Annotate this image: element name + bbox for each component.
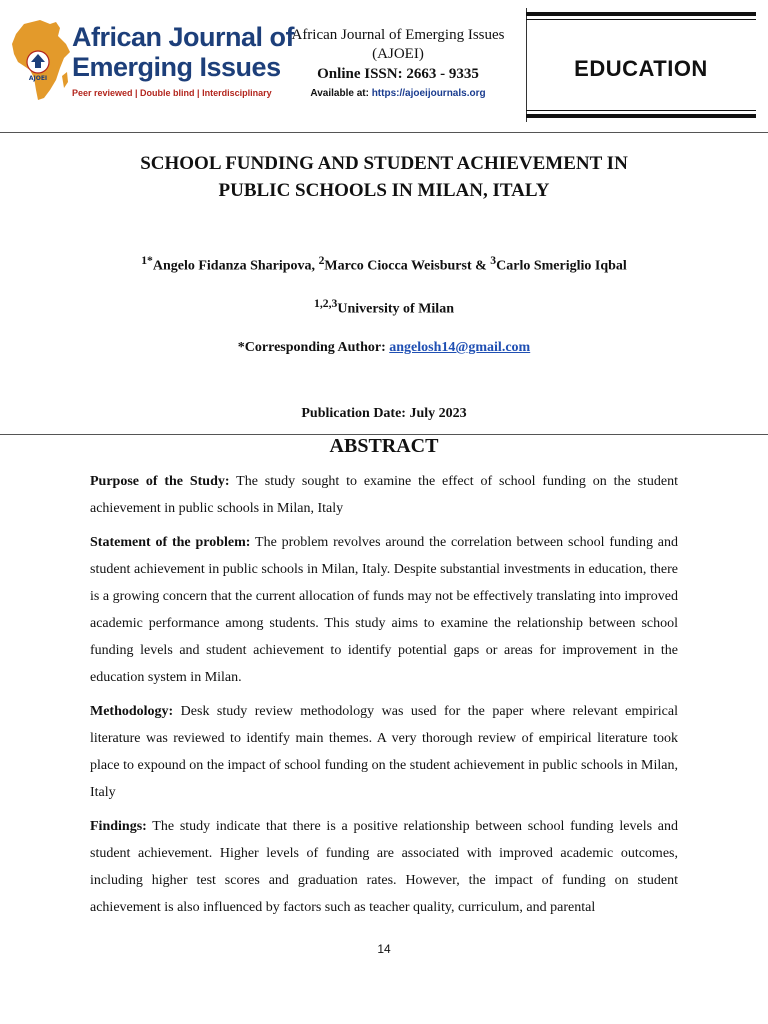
author-name: Carlo Smeriglio Iqbal <box>496 258 627 274</box>
section-rule-bottom-thick <box>526 114 756 118</box>
logo-title-line1: African Journal of <box>72 22 295 52</box>
journal-issn: Online ISSN: 2663 - 9335 <box>317 66 479 82</box>
section-text: Desk study review methodology was used for the paper where relevant empirical literature was reviewed to identify main themes. A very thorough review of empirical literature took place to expound on the impact of school funding on the student achievement in public schools in Milan, Italy <box>90 704 678 800</box>
section-label: EDUCATION <box>574 56 708 81</box>
section-text: The problem revolves around the correlation between school funding and student achievement in public schools in Milan, Italy. Despite substantial investments in education, there is a growing concern that the current allocation of funds may not be effectively translating into improved academic performance among students. This study aims to examine the relationship between school funding levels and student achievement to identify potential gaps or areas for improvement in the education system in Milan. <box>90 535 678 685</box>
affiliation <box>40 297 728 318</box>
available-label: Available at: <box>310 88 369 99</box>
section-text: The study indicate that there is a positive relationship between school funding levels and student achievement. Higher levels of funding are associated with improved academic outcomes, including higher test scores and graduation rates. However, the impact of funding on student achievement is also influenced by factors such as teacher quality, curriculum, and parental <box>90 819 678 915</box>
author-name: Marco Ciocca Weisburst & <box>324 258 491 274</box>
corresponding-label: *Corresponding Author: <box>237 340 390 355</box>
abstract-section-methodology <box>90 698 678 806</box>
author-sup: 3 <box>490 254 497 267</box>
journal-abbreviation: (AJOEI) <box>372 46 424 62</box>
section-text: The study sought to examine the effect of school funding on the student achievement in public schools in Milan, Italy <box>90 474 679 516</box>
affiliation-name: University of Milan <box>337 301 454 317</box>
logo-tagline: Peer reviewed | Double blind | Interdisciplinary <box>72 88 272 98</box>
author-list <box>40 254 728 275</box>
corresponding-author <box>40 340 728 356</box>
author-sup: 2 <box>318 254 325 267</box>
corresponding-email-link[interactable]: angelosh14@gmail.com <box>389 340 531 355</box>
article-title-line2: PUBLIC SCHOOLS IN MILAN, ITALY <box>218 180 550 201</box>
section-rule-top-thin <box>526 19 756 20</box>
section-rule-top-thick <box>526 12 756 16</box>
abstract-heading: ABSTRACT <box>329 435 439 457</box>
africa-map-icon <box>10 18 72 106</box>
journal-availability <box>272 88 524 99</box>
section-label: Statement of the problem: <box>90 535 251 550</box>
abstract-section-purpose <box>90 468 678 522</box>
article-title <box>40 150 728 204</box>
affiliation-sup: 1,2,3 <box>314 297 338 310</box>
section-label: Purpose of the Study: <box>90 474 230 489</box>
section-box <box>526 10 756 122</box>
abstract-body <box>90 468 678 928</box>
section-label: Findings: <box>90 819 147 834</box>
abstract-section-findings <box>90 813 678 921</box>
journal-info <box>272 26 524 99</box>
logo-title-line2: Emerging Issues <box>72 52 281 82</box>
page-number: 14 <box>377 942 391 956</box>
abstract-section-problem <box>90 529 678 691</box>
journal-logo[interactable] <box>10 18 295 114</box>
journal-url-link[interactable]: https://ajoeijournals.org <box>371 88 486 99</box>
publication-date: Publication Date: July 2023 <box>301 406 467 421</box>
journal-header <box>0 0 768 132</box>
header-rule <box>0 132 768 133</box>
author-name: Angelo Fidanza Sharipova, <box>152 258 319 274</box>
author-sup: 1* <box>141 254 153 267</box>
section-rule-bottom-thin <box>526 110 756 111</box>
journal-name: African Journal of Emerging Issues <box>291 27 505 43</box>
logo-badge: AJOEI <box>28 75 48 82</box>
article-title-line1: SCHOOL FUNDING AND STUDENT ACHIEVEMENT IN <box>140 153 628 174</box>
section-label: Methodology: <box>90 704 174 719</box>
